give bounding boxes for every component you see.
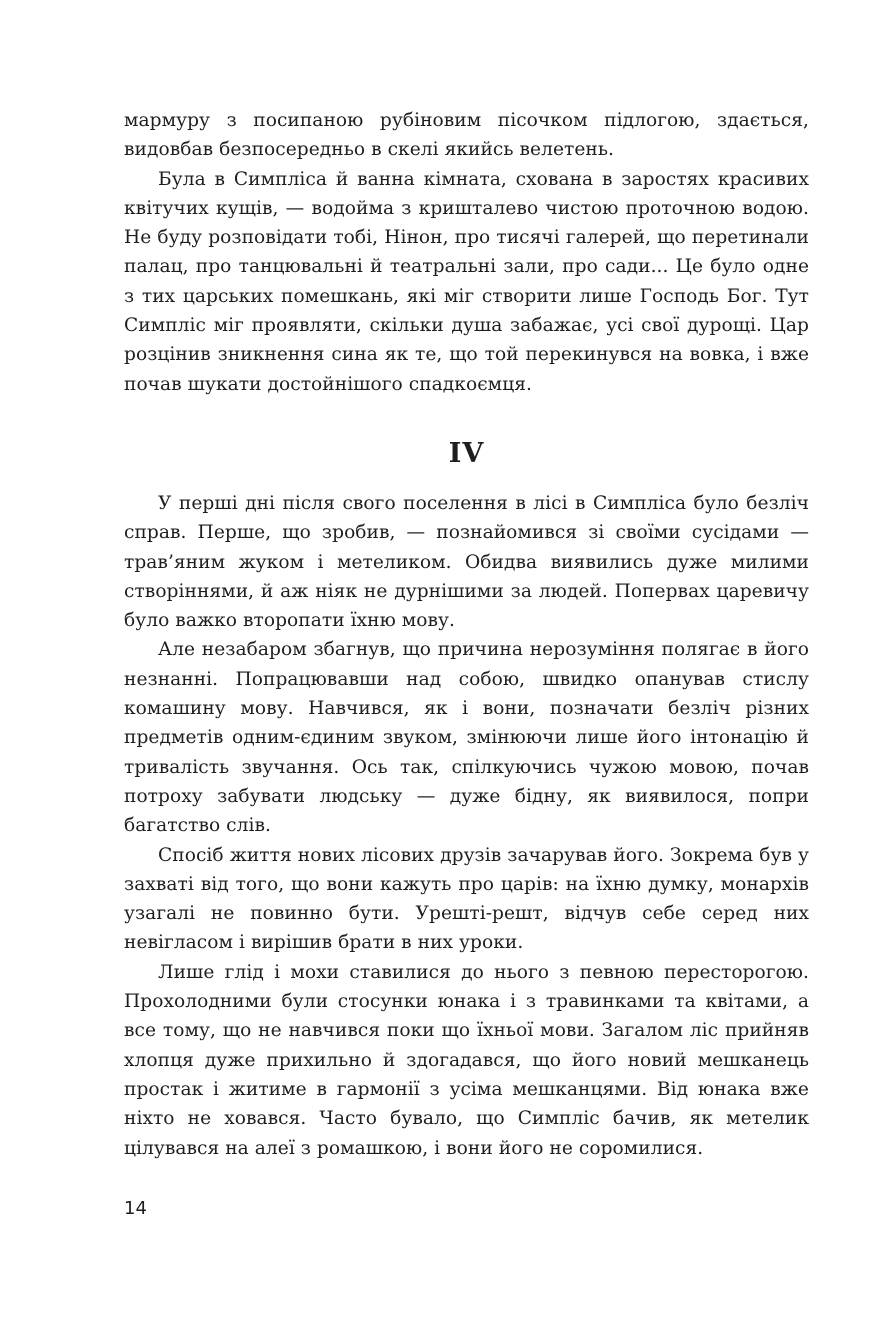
- paragraph: Була в Симпліса й ванна кімната, схована в заростях красивих квітучих кущів, — водойма з кришталево чистою проточною водою. Не буду розповідати тобі, Нінон, про тисячі галерей, що перетинали палац, про танцювальні й театральні зали, про сади... Це було одне з тих царських помешкань, які міг створити лише Господь Бог. Тут Симпліс міг проявляти, скільки душа забажає, усі свої дурощі. Цар розцінив зникнення сина як те, що той перекинувся на вовка, і вже почав шукати достойнішого спадкоємця.: [124, 168, 809, 395]
- paragraph: Лише глід і мохи ставилися до нього з певною пересторогою. Прохолодними були стосунки юнака і з травинками та квітами, а все тому, що не навчився поки що їхньої мови. Загалом ліс прийняв хлопця дуже прихильно й здогадався, що його новий мешканець простак і житиме в гармонії з усіма мешканцями. Від юнака вже ніхто не ховався. Часто бувало, що Симпліс бачив, як метелик цілувався на алеї з ромашкою, і вони його не соромилися.: [124, 961, 809, 1159]
- text-section-bottom: [124, 489, 809, 1163]
- page-number: 14: [124, 1198, 147, 1219]
- paragraph: Але незабаром збагнув, що причина нерозуміння полягає в його незнанні. Попрацювавши над собою, швидко опанував стислу комашину мову. Навчився, як і вони, позначати безліч різних предметів одним-єдиним звуком, змінюючи лише його інтонацію й тривалість звучання. Ось так, спілкуючись чужою мовою, почав потроху забувати людську — дуже бідну, як виявилося, попри багатство слів.: [124, 639, 809, 837]
- text-section-top: [124, 106, 809, 399]
- paragraph-continued: мармуру з посипаною рубіновим пісочком підлогою, здається, видовбав безпосередньо в скелі якийсь велетень.: [124, 110, 809, 161]
- paragraph: У перші дні після свого поселення в лісі в Симпліса було безліч справ. Перше, що зробив, — познайомився зі своїми сусідами — трав’яним жуком і метеликом. Обидва виявились дуже милими створіннями, й аж ніяк не дурнішими за людей. Поперваx царевичу було важко второпати їхню мову.: [124, 493, 809, 632]
- paragraph: Спосіб життя нових лісових друзів зачарував його. Зокрема був у захваті від того, що вони кажуть про царів: на їхню думку, монархів узагалі не повинно бути. Урешті-решт, відчув себе серед них невігласом і вирішив брати в них уроки.: [124, 844, 809, 954]
- chapter-heading: IV: [448, 438, 485, 469]
